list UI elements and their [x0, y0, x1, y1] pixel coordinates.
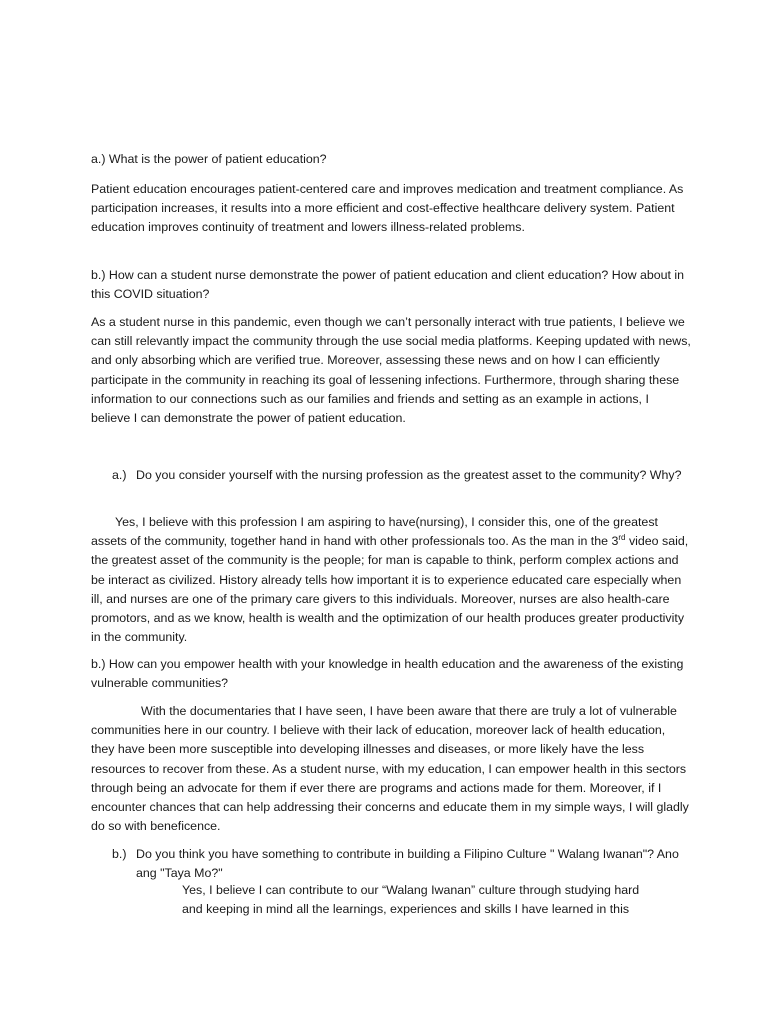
answer-2b: With the documentaries that I have seen, I have been aware that there are truly a lot of vulnerable communities here in our country. I believe with their lack of education, moreover lack of health education, they have been more susceptible into developing illnesses and diseases, or more likely have the less resources to recover from these. As a student nurse, with my education, I can empower health in this sectors through being an advocate for them if ever there are programs and actions made for them. Moreover, if I encounter chances that can help addressing their concerns and educate them in my simple ways, I will gladly do so with beneficence. [91, 704, 689, 834]
question-1a: a.) What is the power of patient education? [91, 152, 327, 166]
question-3b [112, 845, 682, 883]
list-marker: a.) [112, 468, 127, 482]
answer-1a: Patient education encourages patient-centered care and improves medication and treatment compliance. As participation increases, it results into a more efficient and cost-effective healthcare delivery system. Patient education improves continuity of treatment and lowers illness-related problems. [91, 182, 684, 235]
answer-2a-part2: video said, the greatest asset of the community is the people; for man is capable to think, perform complex actions and be interact as civilized. History already tells how important it is to experience educated care especially when ill, and nurses are one of the primary care givers to this individuals. Moreover, nurses are also health-care promotors, and as we know, health is wealth and the optimization of our health produces greater productivity in the community. [91, 534, 689, 645]
question-3b-text: Do you think you have something to contribute in building a Filipino Culture " Walang Iwanan"? Ano ang "Taya Mo?" [136, 847, 679, 881]
question-2b: b.) How can you empower health with your knowledge in health education and the awareness of the existing vulnerable communities? [91, 657, 684, 691]
question-1b: b.) How can a student nurse demonstrate the power of patient education and client education? How about in this COVID situation? [91, 268, 685, 302]
question-2a-text: Do you consider yourself with the nursing profession as the greatest asset to the community? Why? [136, 468, 682, 482]
answer-1b: As a student nurse in this pandemic, even though we can’t personally interact with true patients, I believe we can still relevantly impact the community through the use social media platforms. Keeping updated with news, and only absorbing which are verified true. Moreover, assessing these news and on how I can efficiently participate in the community in reaching its goal of lessening infections. Furthermore, through sharing these information to our connections such as our families and friends and setting as an example in actions, I believe I can demonstrate the power of patient education. [91, 315, 691, 426]
answer-3b: Yes, I believe I can contribute to our “Walang Iwanan” culture through studying hard and keeping in mind all the learnings, experiences and skills I have learned in this [182, 883, 640, 917]
list-marker: b.) [112, 847, 127, 861]
question-2a [112, 466, 682, 485]
ordinal-suffix: rd [618, 533, 626, 543]
answer-2a [91, 513, 691, 647]
answer-2a-part1: Yes, I believe with this profession I am aspiring to have(nursing), I consider this, one of the greatest assets of the community, together hand in hand with other professionals too. As the man in the 3 [91, 515, 658, 549]
